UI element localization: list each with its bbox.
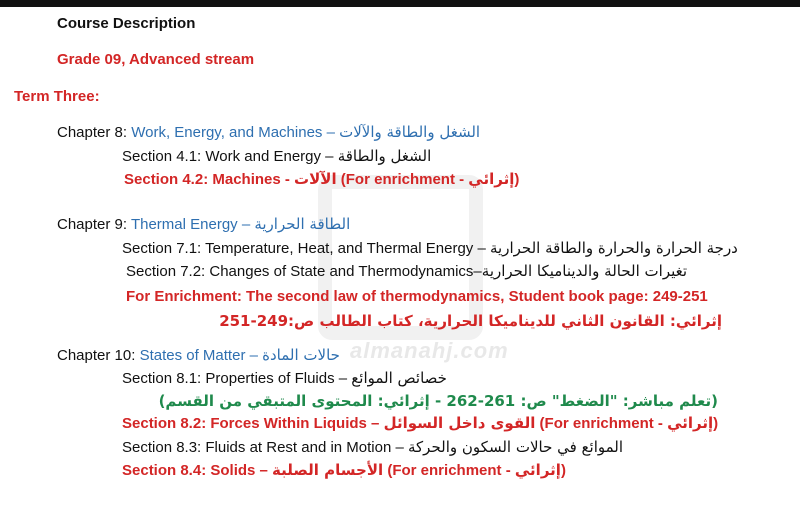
chapter-9-title-en: Thermal Energy – <box>130 216 255 233</box>
section-8-3-line <box>122 438 623 456</box>
chapter-8-line <box>57 123 480 141</box>
chapter-9-title-ar: الطاقة الحرارية <box>254 215 351 233</box>
section-4-2-ar: الآلات <box>294 170 337 188</box>
top-bar <box>0 0 800 7</box>
section-8-2-line <box>122 414 718 432</box>
section-4-2-en: Section 4.2: Machines - <box>124 171 295 188</box>
chapter-9-enrichment-ar: إثرائي: القانون الثاني للديناميكا الحرارية، كتاب الطالب ص:249-251 <box>219 312 722 330</box>
watermark-text: almanahj.com <box>350 338 509 363</box>
section-7-2-line <box>126 262 687 280</box>
section-4-1-line <box>122 147 431 165</box>
section-7-2-ar: تغيرات الحالة والديناميكا الحرارية <box>481 262 688 280</box>
course-description-heading: Course Description <box>57 15 196 32</box>
section-7-1-line <box>122 239 738 257</box>
section-4-2-line <box>124 170 519 188</box>
section-8-1-ar: خصائص الموائع <box>351 369 447 387</box>
section-4-1-ar: الشغل والطاقة <box>337 147 432 165</box>
section-7-2-en: Section 7.2: Changes of State and Thermodynamics– <box>126 263 482 280</box>
chapter-9-line <box>57 215 350 233</box>
chapter-8-title-en: Work, Energy, and Machines – <box>131 124 340 141</box>
chapter-10-title-en: States of Matter – <box>139 347 263 364</box>
direct-learning-note <box>159 392 718 410</box>
direct-learning-pages: 261-262 <box>446 392 516 410</box>
section-4-2-close: ) <box>514 171 520 188</box>
section-8-3-en: Section 8.3: Fluids at Rest and in Motion – <box>122 439 408 456</box>
chapter-8-title-ar: الشغل والطاقة والآلات <box>339 123 481 141</box>
section-8-2-tail-en: (For enrichment - <box>535 415 668 432</box>
section-7-1-ar: درجة الحرارة والحرارة والطاقة الحرارية <box>489 239 738 257</box>
chapter-10-title-ar: حالات المادة <box>262 346 340 364</box>
section-8-2-ar: القوى داخل السوائل <box>383 414 536 432</box>
section-8-4-close: ) <box>560 462 566 479</box>
grade-heading: Grade 09, Advanced stream <box>57 51 255 68</box>
chapter-10-line <box>57 346 340 364</box>
chapter-9-enrichment-en: For Enrichment: The second law of thermodynamics, Student book page: 249-251 <box>126 288 708 305</box>
direct-learning-close: - إثرائي: المحتوى المتبقي من القسم) <box>158 392 447 410</box>
section-8-1-line <box>122 369 447 387</box>
chapter-8-prefix: Chapter 8: <box>57 124 132 141</box>
section-8-2-en: Section 8.2: Forces Within Liquids – <box>122 415 384 432</box>
section-4-1-en: Section 4.1: Work and Energy – <box>122 148 338 165</box>
section-8-4-tail-ar: إثرائي <box>514 461 561 479</box>
chapter-9-prefix: Chapter 9: <box>57 216 131 233</box>
section-8-2-close: ) <box>713 415 719 432</box>
section-8-4-en: Section 8.4: Solids – <box>122 462 273 479</box>
section-4-2-tail-ar: إثرائي <box>468 170 515 188</box>
section-8-1-en: Section 8.1: Properties of Fluids – <box>122 370 352 387</box>
section-8-2-tail-ar: إثرائي <box>667 414 714 432</box>
section-8-4-ar: الأجسام الصلبة <box>272 461 384 479</box>
section-8-4-tail-en: (For enrichment - <box>383 462 515 479</box>
direct-learning-open: (تعلم مباشر: "الضغط" ص: <box>515 392 718 410</box>
section-8-4-line <box>122 461 566 479</box>
section-4-2-tail-en: (For enrichment - <box>336 171 469 188</box>
section-8-3-ar: الموائع في حالات السكون والحركة <box>408 438 624 456</box>
term-heading: Term Three: <box>14 88 100 105</box>
section-7-1-en: Section 7.1: Temperature, Heat, and Thermal Energy – <box>122 240 490 257</box>
chapter-10-prefix: Chapter 10: <box>57 347 140 364</box>
